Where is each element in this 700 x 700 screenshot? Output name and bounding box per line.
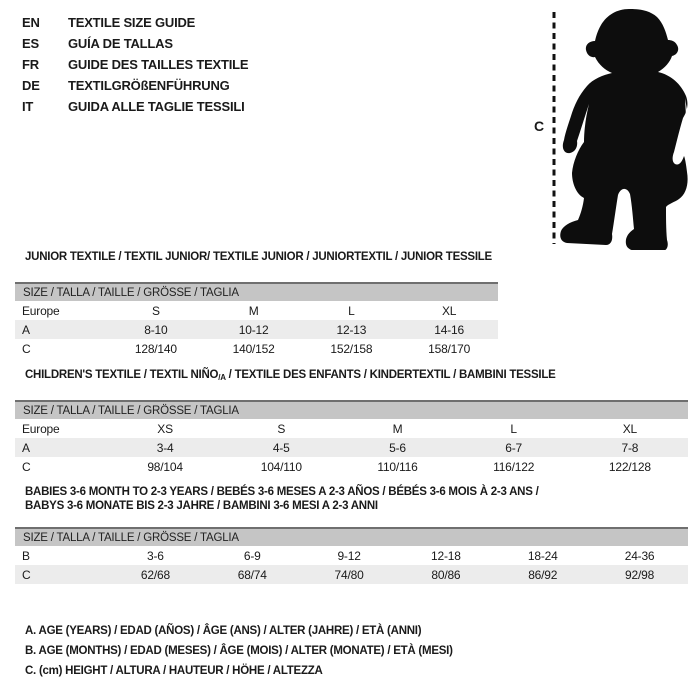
table-row-height — [15, 339, 498, 358]
children-title-sub: /A — [218, 373, 226, 382]
size-band-label: SIZE / TALLA / TAILLE / GRÖSSE / TAGLIA — [15, 401, 688, 419]
lang-title: GUIDE DES TAILLES TEXTILE — [68, 57, 249, 72]
size-cell: XS — [157, 421, 173, 436]
lang-row-it — [22, 96, 248, 117]
language-title-list — [22, 12, 248, 117]
age-cell: 4-5 — [223, 438, 339, 457]
lang-row-de — [22, 75, 248, 96]
height-cell: 80/86 — [397, 565, 494, 584]
age-cell: 14-16 — [400, 320, 498, 339]
lang-row-es — [22, 33, 248, 54]
children-size-table — [15, 400, 688, 476]
height-cell: 152/158 — [330, 341, 373, 356]
lang-title: GUÍA DE TALLAS — [68, 36, 173, 51]
children-table-title — [25, 368, 688, 385]
height-cell: 128/140 — [134, 341, 177, 356]
babies-size-table — [15, 527, 688, 584]
babies-table-title — [25, 485, 688, 513]
lang-code: FR — [22, 57, 39, 72]
row-label: A — [15, 320, 107, 339]
table-row-europe — [15, 301, 498, 320]
children-title-post: / TEXTILE DES ENFANTS / KINDERTEXTIL / BAMBINI TESSILE — [225, 369, 556, 381]
age-cell: 3-4 — [107, 438, 223, 457]
lang-row-fr — [22, 54, 248, 75]
babies-textile-section — [15, 485, 688, 584]
toddler-body-shape — [560, 9, 687, 250]
height-cell: 92/98 — [591, 565, 688, 584]
height-measure-label: C — [534, 118, 544, 134]
baby-height-figure — [528, 6, 698, 250]
size-cell: M — [392, 421, 403, 436]
height-cell: 86/92 — [494, 565, 591, 584]
height-cell: 110/116 — [377, 459, 418, 474]
table-row-months — [15, 546, 688, 565]
junior-size-table — [15, 282, 498, 358]
height-cell: 116/122 — [493, 459, 535, 474]
lang-code: IT — [22, 99, 34, 114]
legend-notes — [25, 621, 453, 681]
size-cell: S — [151, 303, 160, 318]
size-band-row — [15, 401, 688, 419]
children-textile-section — [15, 368, 688, 476]
months-cell: 3-6 — [147, 548, 164, 563]
table-row-age — [15, 320, 498, 339]
size-cell: M — [248, 303, 259, 318]
months-cell: 24-36 — [624, 548, 655, 563]
lang-code: ES — [22, 36, 39, 51]
height-cell: 140/152 — [232, 341, 275, 356]
height-cell: 74/80 — [301, 565, 398, 584]
months-cell: 12-18 — [431, 548, 461, 563]
note-age-years: A. AGE (YEARS) / EDAD (AÑOS) / ÂGE (ANS) / ALTER (JAHRE) / ETÀ (ANNI) — [25, 625, 422, 637]
age-cell: 12-13 — [303, 320, 401, 339]
table-row-europe — [15, 419, 688, 438]
height-cell: 98/104 — [147, 459, 183, 474]
height-cell: 158/170 — [428, 341, 471, 356]
babies-title-line2: BABYS 3-6 MONATE BIS 2-3 JAHRE / BAMBINI 3-6 MESI A 2-3 ANNI — [25, 500, 378, 512]
table-row-height — [15, 565, 688, 584]
age-cell: 5-6 — [339, 438, 455, 457]
babies-title-line1: BABIES 3-6 MONTH TO 2-3 YEARS / BEBÉS 3-6 MESES A 2-3 AÑOS / BÉBÉS 3-6 MOIS À 2-3 ANS / — [25, 486, 539, 498]
row-label: A — [15, 438, 107, 457]
lang-row-en — [22, 12, 248, 33]
size-band-row — [15, 528, 688, 546]
height-cell: 104/110 — [260, 459, 302, 474]
lang-title: TEXTILGRÖßENFÜHRUNG — [68, 78, 230, 93]
size-cell: S — [277, 421, 286, 436]
lang-code: DE — [22, 78, 40, 93]
toddler-silhouette-icon — [528, 6, 698, 250]
row-label: Europe — [22, 421, 60, 436]
note-height-cm: C. (cm) HEIGHT / ALTURA / HAUTEUR / HÖHE / ALTEZZA — [25, 665, 323, 677]
size-band-label: SIZE / TALLA / TAILLE / GRÖSSE / TAGLIA — [15, 528, 688, 546]
arm-gap-highlight — [685, 98, 691, 135]
table-row-age — [15, 438, 688, 457]
junior-table-title: JUNIOR TEXTILE / TEXTIL JUNIOR/ TEXTILE JUNIOR / JUNIORTEXTIL / JUNIOR TESSILE — [25, 251, 492, 263]
row-label: B — [22, 548, 30, 563]
size-cell: L — [510, 421, 517, 436]
size-band-label: SIZE / TALLA / TAILLE / GRÖSSE / TAGLIA — [15, 283, 498, 301]
age-cell: 6-7 — [456, 438, 572, 457]
size-cell: XL — [622, 421, 638, 436]
height-cell: 68/74 — [204, 565, 301, 584]
months-cell: 9-12 — [337, 548, 361, 563]
size-cell: L — [348, 303, 355, 318]
age-cell: 8-10 — [107, 320, 205, 339]
junior-textile-section — [15, 250, 498, 358]
row-label: C — [22, 459, 31, 474]
row-label: C — [22, 341, 31, 356]
months-cell: 18-24 — [527, 548, 558, 563]
age-cell: 7-8 — [572, 438, 688, 457]
lang-title: TEXTILE SIZE GUIDE — [68, 15, 196, 30]
size-cell: XL — [441, 303, 457, 318]
size-band-row — [15, 283, 498, 301]
note-age-months: B. AGE (MONTHS) / EDAD (MESES) / ÂGE (MOIS) / ALTER (MONATE) / ETÀ (MESI) — [25, 645, 453, 657]
row-label: C — [15, 565, 107, 584]
months-cell: 6-9 — [243, 548, 261, 563]
lang-title: GUIDA ALLE TAGLIE TESSILI — [68, 99, 245, 114]
row-label: Europe — [22, 303, 60, 318]
height-cell: 122/128 — [608, 459, 651, 474]
table-row-height — [15, 457, 688, 476]
lang-code: EN — [22, 15, 40, 30]
height-cell: 62/68 — [107, 565, 204, 584]
children-title-pre: CHILDREN'S TEXTILE / TEXTIL NIÑO — [25, 369, 219, 381]
age-cell: 10-12 — [205, 320, 303, 339]
